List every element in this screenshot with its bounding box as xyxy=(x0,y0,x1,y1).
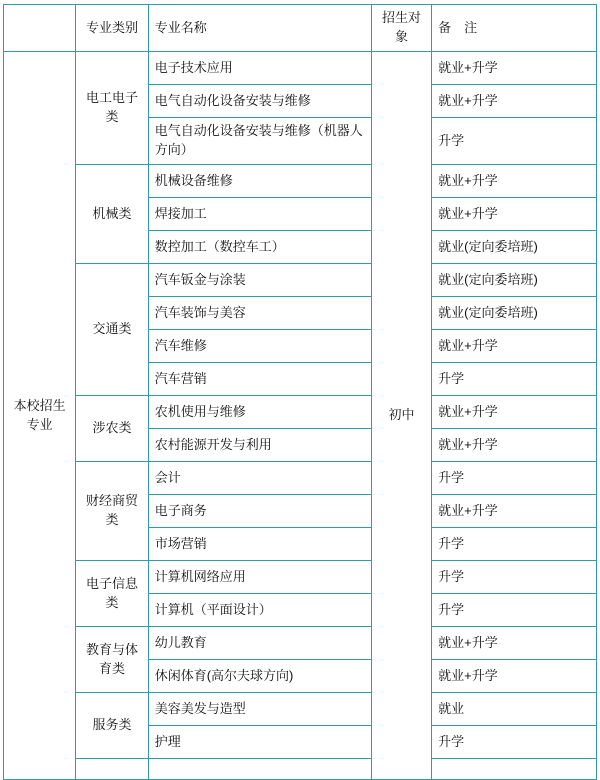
remark-value: 就业+升学 xyxy=(432,165,597,198)
major-name: 电气自动化设备安装与维修 xyxy=(148,85,371,118)
remark-value: 升学 xyxy=(432,363,597,396)
group-label-1: 机械类 xyxy=(76,165,148,264)
remark-value: 就业(定向委培班) xyxy=(432,264,597,297)
table-row xyxy=(4,693,597,726)
major-name: 美容美发与造型 xyxy=(148,693,371,726)
major-name: 汽车营销 xyxy=(148,363,371,396)
table-header-row xyxy=(4,5,597,52)
major-name: 护理 xyxy=(148,726,371,759)
remark-value: 升学 xyxy=(432,462,597,495)
remark-value: 升学 xyxy=(432,118,597,165)
header-remark: 备 注 xyxy=(432,5,597,52)
major-name: 电子技术应用 xyxy=(148,52,371,85)
major-name: 会计 xyxy=(148,462,371,495)
group-label-4: 财经商贸类 xyxy=(76,462,148,561)
remark-value: 就业(定向委培班) xyxy=(432,231,597,264)
table-row xyxy=(4,264,597,297)
major-name: 农村能源开发与利用 xyxy=(148,429,371,462)
major-name: 计算机网络应用 xyxy=(148,561,371,594)
remark-value: 就业 xyxy=(432,693,597,726)
major-name: 市场营销 xyxy=(148,528,371,561)
group-label-5: 电子信息类 xyxy=(76,561,148,627)
major-name: 汽车维修 xyxy=(148,330,371,363)
remark-value: 就业+升学 xyxy=(432,52,597,85)
admissions-table xyxy=(3,4,597,780)
group-label-0: 电工电子类 xyxy=(76,52,148,165)
major-name: 电气自动化设备安装与维修（机器人方向） xyxy=(148,118,371,165)
remark-value: 升学 xyxy=(432,594,597,627)
table-row-partial xyxy=(4,759,597,780)
school-label: 本校招生专业 xyxy=(4,52,76,780)
remark-value: 升学 xyxy=(432,528,597,561)
table-row xyxy=(4,165,597,198)
target-label: 初中 xyxy=(371,52,431,780)
remark-value: 就业+升学 xyxy=(432,627,597,660)
header-target: 招生对象 xyxy=(371,5,431,52)
major-name: 幼儿教育 xyxy=(148,627,371,660)
table-row xyxy=(4,627,597,660)
table-row xyxy=(4,52,597,85)
major-name: 农机使用与维修 xyxy=(148,396,371,429)
header-major: 专业名称 xyxy=(148,5,371,52)
header-group: 专业类别 xyxy=(76,5,148,52)
remark-value: 就业+升学 xyxy=(432,198,597,231)
remark-value: 就业+升学 xyxy=(432,85,597,118)
remark-value: 就业+升学 xyxy=(432,429,597,462)
spacer-remark xyxy=(432,759,597,780)
remark-value: 就业+升学 xyxy=(432,330,597,363)
group-label-6: 教育与体育类 xyxy=(76,627,148,693)
table-body xyxy=(4,5,597,780)
table-row xyxy=(4,462,597,495)
spacer-group xyxy=(76,759,148,780)
major-name: 计算机（平面设计） xyxy=(148,594,371,627)
remark-value: 就业+升学 xyxy=(432,660,597,693)
remark-value: 升学 xyxy=(432,726,597,759)
major-name: 汽车钣金与涂装 xyxy=(148,264,371,297)
group-label-3: 涉农类 xyxy=(76,396,148,462)
remark-value: 就业+升学 xyxy=(432,495,597,528)
table-row xyxy=(4,561,597,594)
remark-value: 升学 xyxy=(432,561,597,594)
major-name: 机械设备维修 xyxy=(148,165,371,198)
group-label-7: 服务类 xyxy=(76,693,148,759)
major-name: 汽车装饰与美容 xyxy=(148,297,371,330)
admissions-sheet xyxy=(0,4,600,749)
header-school xyxy=(4,5,76,52)
major-name: 休闲体育(高尔夫球方向) xyxy=(148,660,371,693)
major-name: 焊接加工 xyxy=(148,198,371,231)
spacer-major xyxy=(148,759,371,780)
remark-value: 就业(定向委培班) xyxy=(432,297,597,330)
remark-value: 就业+升学 xyxy=(432,396,597,429)
major-name: 数控加工（数控车工） xyxy=(148,231,371,264)
major-name: 电子商务 xyxy=(148,495,371,528)
table-row xyxy=(4,396,597,429)
group-label-2: 交通类 xyxy=(76,264,148,396)
